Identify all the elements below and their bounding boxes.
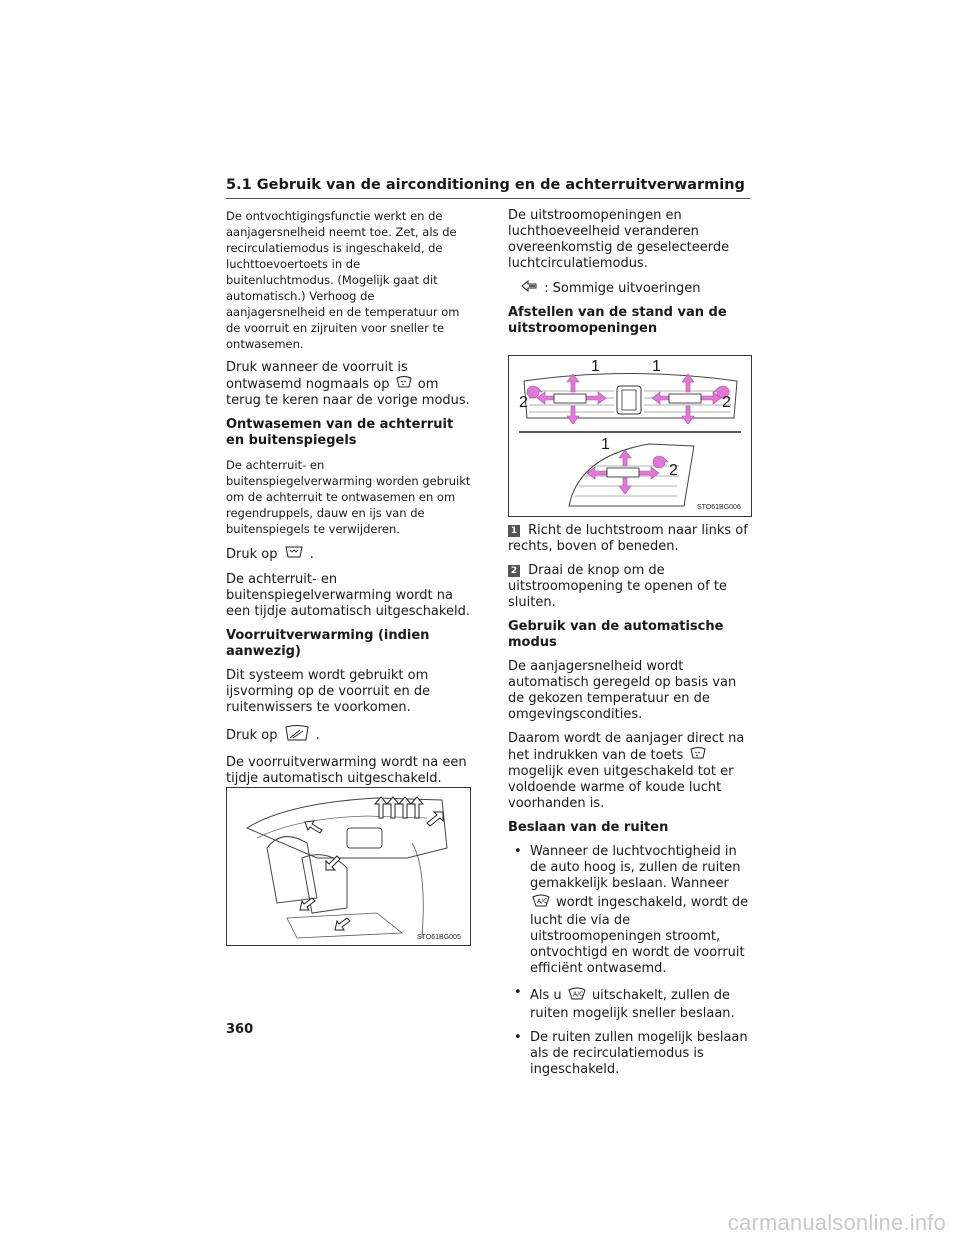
rear-defog-icon xyxy=(284,545,304,564)
auto-mode-paragraph: De aanjagersnelheid wordt automatisch geregeld op basis van de gekozen temperatuur en de omgevingscondities. xyxy=(508,659,737,722)
callout-1-right: 1 xyxy=(652,358,661,375)
press-rear-defog xyxy=(226,545,471,564)
text-run: wordt ingeschakeld, wordt de lucht die via de uitstroomopeningen stroomt, ontvochtigd en wordt de voorruit efficiënt ontwasemd. xyxy=(530,895,749,976)
header-divider xyxy=(226,198,750,199)
auto-defog-icon xyxy=(690,747,706,764)
text-run: Daarom wordt de aanjager direct na het indrukken van de toets xyxy=(508,731,745,763)
figure-code: STO61BG006 xyxy=(697,504,741,511)
callout-1-bottom: 1 xyxy=(601,436,610,453)
ac-icon xyxy=(568,985,586,1006)
text-run: . xyxy=(309,547,314,562)
text-run: Als u xyxy=(530,988,562,1003)
text-run: uitschakelt, zullen de ruiten mogelijk sneller beslaan. xyxy=(530,988,735,1021)
vents-mode-paragraph: De uitstroomopeningen en luchthoeveelheid veranderen overeenkomstig de geselecteerde luchtcirculatiemodus. xyxy=(508,208,730,271)
vent-adjust-illustration xyxy=(509,356,751,516)
some-models-arrow-icon xyxy=(520,280,538,297)
wiper-deicer-icon xyxy=(284,724,310,747)
text-run: om terug te keren naar de vorige modus. xyxy=(226,377,470,408)
text-run: Richt de luchtstroom naar links of rechts, boven of beneden. xyxy=(508,523,748,554)
some-models-note xyxy=(508,280,750,297)
fogging-heading: Beslaan van de ruiten xyxy=(508,820,669,835)
callout-1-left: 1 xyxy=(591,358,600,375)
text-run: Druk op xyxy=(226,547,278,562)
bullet-dot: • xyxy=(514,844,522,859)
callout-2-right: 2 xyxy=(722,394,731,411)
right-column-lower xyxy=(508,523,750,1086)
text-run: De ruiten zullen mogelijk beslaan als de recirculatiemodus is ingeschakeld. xyxy=(530,1030,748,1077)
text-run: mogelijk even uitgeschakeld tot er voldoende warme of koude lucht voorhanden is. xyxy=(508,764,734,811)
fogging-list xyxy=(508,844,750,1078)
rear-defog-heading: Ontwasemen van de achterruit en buitenspiegels xyxy=(226,417,454,448)
svg-text:A/C: A/C xyxy=(537,898,548,905)
list-item xyxy=(508,844,750,977)
ac-icon xyxy=(532,892,550,913)
step-number-badge: 2 xyxy=(508,565,520,577)
callout-2-left: 2 xyxy=(519,394,528,411)
list-item xyxy=(508,1030,750,1078)
step-1 xyxy=(508,523,750,555)
auto-mode-fan-paragraph xyxy=(508,731,750,812)
windshield-heater-heading: Voorruitverwarming (indien aanwezig) xyxy=(226,628,430,659)
step-number-badge: 1 xyxy=(508,525,520,537)
windshield-defog-icon xyxy=(396,376,412,393)
defog-return-paragraph xyxy=(226,360,471,409)
vent-location-figure xyxy=(226,787,471,946)
watermark: carmanualsonline.info xyxy=(727,1210,946,1235)
left-column xyxy=(226,208,471,843)
step-2 xyxy=(508,563,750,611)
rear-defog-auto-off: De achterruit- en buitenspiegelverwarming wordt na een tijdje automatisch uitgeschakeld. xyxy=(226,572,470,619)
text-run: Draai de knop om de uitstroomopening te openen of te sluiten. xyxy=(508,563,727,610)
auto-mode-heading: Gebruik van de automatische modus xyxy=(508,619,724,650)
text-run: Druk wanneer de voorruit is ontwasemd nogmaals op xyxy=(226,360,408,392)
page-number: 360 xyxy=(226,1022,254,1037)
figure-code: STO61BG005 xyxy=(417,934,461,941)
list-item xyxy=(508,985,750,1022)
defog-paragraph: De ontvochtigingsfunctie werkt en de aanjagersnelheid neemt toe. Zet, als de recirculatiemodus is ingeschakeld, de luchttoevoertoets in de buitenluchtmodus. (Mogelijk gaat dit automatisch.) Verhoog de aanjagersnelheid en de temperatuur om de voorruit en zijruiten voor sneller te ontwasemen. xyxy=(226,209,460,351)
vent-adjust-figure xyxy=(508,355,752,517)
bullet-dot: • xyxy=(514,985,522,1000)
adjust-vent-heading: Afstellen van de stand van de uitstroomopeningen xyxy=(508,305,727,336)
text-run: . xyxy=(315,728,320,743)
windshield-heater-paragraph: Dit systeem wordt gebruikt om ijsvorming op de voorruit en de ruitenwissers te voorkomen. xyxy=(226,668,431,715)
bullet-dot: • xyxy=(514,1030,522,1045)
windshield-heater-auto-off: De voorruitverwarming wordt na een tijdje automatisch uitgeschakeld. xyxy=(226,755,467,786)
callout-2-bottom: 2 xyxy=(669,462,678,479)
press-windshield-heater xyxy=(226,724,471,747)
car-interior-illustration xyxy=(227,788,470,945)
rear-defog-paragraph: De achterruit- en buitenspiegelverwarming worden gebruikt om de achterruit te ontwasemen en om regendruppels, dauw en ijs van de buitenspiegels te verwijderen. xyxy=(226,458,471,536)
text-run: : Sommige uitvoeringen xyxy=(544,281,701,296)
text-run: Druk op xyxy=(226,728,278,743)
right-column xyxy=(508,208,750,345)
text-run: Wanneer de luchtvochtigheid in de auto hoog is, zullen de ruiten gemakkelijk beslaan. Wanneer xyxy=(530,844,741,891)
svg-text:A/C: A/C xyxy=(572,991,584,998)
section-header: 5.1 Gebruik van de airconditioning en de achterruitverwarming xyxy=(226,177,745,193)
